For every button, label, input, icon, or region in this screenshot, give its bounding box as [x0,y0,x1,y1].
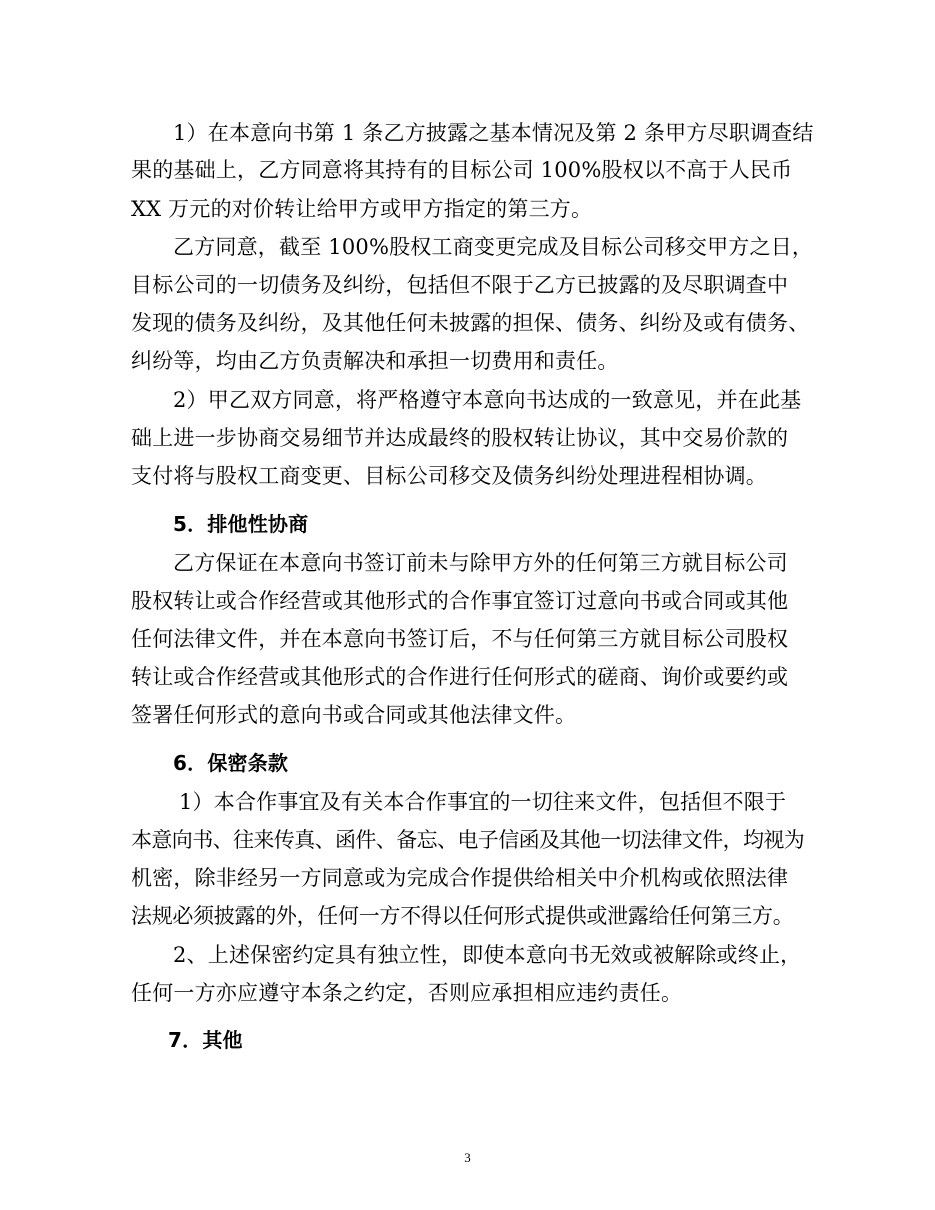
paragraph-line: 纠纷等，均由乙方负责解决和承担一切费用和责任。 [131,349,619,373]
paragraph-line: 股权转让或合作经营或其他形式的合作事宜签订过意向书或合同或其他 [131,589,789,613]
paragraph-line: 转让或合作经营或其他形式的合作进行任何形式的磋商、询价或要约或 [131,665,789,689]
section-heading-confidentiality: 6．保密条款 [173,751,289,775]
paragraph-line: 乙方保证在本意向书签订前未与除甲方外的任何第三方就目标公司 [173,551,788,575]
paragraph-line: 2、上述保密约定具有独立性，即使本意向书无效或被解除或终止， [173,943,802,967]
paragraph-line: 支付将与股权工商变更、目标公司移交及债务纠纷处理进程相协调。 [131,464,767,488]
page-number: 3 [464,1150,471,1165]
paragraph-line: 机密，除非经另一方同意或为完成合作提供给相关中介机构或依照法律 [131,866,789,890]
paragraph-line: 1）在本意向书第 1 条乙方披露之基本情况及第 2 条甲方尽职调查结 [173,121,814,145]
section-heading-other: 7．其他 [168,1028,243,1052]
paragraph-line: 任何法律文件，并在本意向书签订后，不与任何第三方就目标公司股权 [131,627,789,651]
paragraph-line: 法规必须披露的外，任何一方不得以任何形式提供或泄露给任何第三方。 [131,904,794,928]
paragraph-line: 签署任何形式的意向书或合同或其他法律文件。 [131,703,577,727]
paragraph-line: 础上进一步协商交易细节并达成最终的股权转让协议，其中交易价款的 [131,426,789,450]
paragraph-line: 任何一方亦应遵守本条之约定，否则应承担相应违约责任。 [131,981,683,1005]
section-heading-exclusivity: 5．排他性协商 [173,512,309,536]
paragraph-line: 2）甲乙双方同意，将严格遵守本意向书达成的一致意见，并在此基 [173,388,802,412]
paragraph-line: 乙方同意，截至 100%股权工商变更完成及目标公司移交甲方之日， [173,235,814,259]
paragraph-line: XX 万元的对价转让给甲方或甲方指定的第三方。 [131,197,593,221]
paragraph-line: 本意向书、往来传真、函件、备忘、电子信函及其他一切法律文件，均视为 [131,828,805,852]
paragraph-line: 1）本合作事宜及有关本合作事宜的一切往来文件，包括但不限于 [179,790,787,814]
paragraph-line: 目标公司的一切债务及纠纷，包括但不限于乙方已披露的及尽职调查中 [131,273,789,297]
paragraph-line: 果的基础上，乙方同意将其持有的目标公司 100%股权以不高于人民币 [131,158,793,182]
paragraph-line: 发现的债务及纠纷，及其他任何未披露的担保、债务、纠纷及或有债务、 [131,311,810,335]
